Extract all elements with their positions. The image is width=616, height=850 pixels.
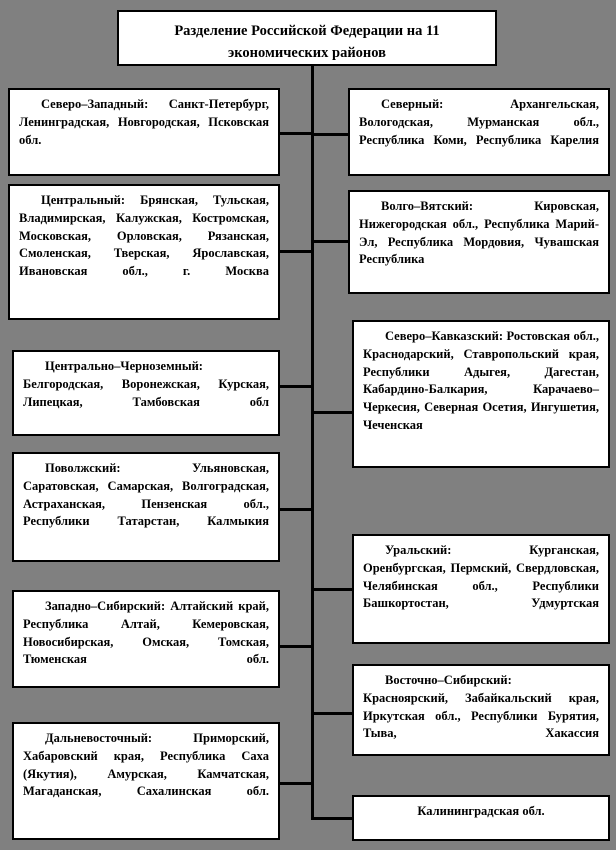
region-text-kaliningradskaya: Калининградская обл. xyxy=(417,804,545,818)
branch-left-centralno-chernozemny xyxy=(278,385,314,388)
region-text-povolzhsky: Поволжский: Ульяновская, Саратовская, Самарская, Волгоградская, Астраханская, Пензенская обл., Республики Татарстан, Калмыкия xyxy=(23,461,269,529)
branch-left-zapadno-sibirsky xyxy=(278,645,314,648)
branch-right-volgo-vyatsky xyxy=(311,240,349,243)
region-box-centralno-chernozemny xyxy=(12,350,280,436)
region-box-zapadno-sibirsky xyxy=(12,590,280,688)
branch-left-dalnevostochny xyxy=(278,782,314,785)
region-text-dalnevostochny: Дальневосточный: Приморский, Хабаровский края, Республика Саха (Якутия), Амурская, Камчатская, Магаданская, Сахалинская обл. xyxy=(23,731,269,799)
branch-left-severo-zapadny xyxy=(278,132,314,135)
branch-right-kaliningradskaya xyxy=(311,817,355,820)
region-text-centralno-chernozemny: Центрально–Черноземный: Белгородская, Воронежская, Курская, Липецкая, Тамбовская обл xyxy=(23,359,269,409)
region-text-centralny: Центральный: Брянская, Тульская, Владимирская, Калужская, Костромская, Московская, Орловская, Рязанская, Смоленская, Тверская, Ярославская, Ивановская обл., г. Москва xyxy=(19,193,269,278)
region-text-zapadno-sibirsky: Западно–Сибирский: Алтайский край, Республика Алтай, Кемеровская, Новосибирская, Омская, Томская, Тюменская обл. xyxy=(23,599,269,667)
branch-left-centralny xyxy=(278,250,314,253)
region-box-severny xyxy=(348,88,610,176)
region-text-uralsky: Уральский: Курганская, Оренбургская, Пермский, Свердловская, Челябинская обл., Республики Башкортостан, Удмуртская xyxy=(363,543,599,611)
region-text-severo-kavkazsky: Северо–Кавказский: Ростовская обл., Краснодарский, Ставропольский края, Республики Адыгея, Дагестан, Кабардино-Балкария, Карачаево–Черкесия, Северная Осетия, Ингушетия, Чеченская xyxy=(363,329,599,432)
branch-left-povolzhsky xyxy=(278,508,314,511)
root-title-text: Разделение Российской Федерации на 11 экономических районов xyxy=(174,23,440,61)
root-title-box xyxy=(117,10,497,66)
branch-right-severo-kavkazsky xyxy=(311,411,355,414)
region-box-kaliningradskaya xyxy=(352,795,610,841)
region-box-severo-kavkazsky xyxy=(352,320,610,468)
branch-right-uralsky xyxy=(311,588,355,591)
region-box-centralny xyxy=(8,184,280,320)
region-box-povolzhsky xyxy=(12,452,280,562)
region-box-vostochno-sibirsky xyxy=(352,664,610,756)
region-box-volgo-vyatsky xyxy=(348,190,610,294)
region-text-volgo-vyatsky: Волго–Вятский: Кировская, Нижегородская обл., Республика Марий-Эл, Республика Мордовия, Чувашская Республика xyxy=(359,199,599,267)
branch-right-severny xyxy=(311,133,349,136)
branch-right-vostochno-sibirsky xyxy=(311,712,355,715)
region-text-vostochno-sibirsky: Восточно–Сибирский: Красноярский, Забайкальский края, Иркутская обл., Республики Бурятия, Тыва, Хакассия xyxy=(363,673,599,741)
region-text-severo-zapadny: Северо–Западный: Санкт-Петербург, Ленинградская, Новгородская, Псковская обл. xyxy=(19,97,269,147)
region-box-uralsky xyxy=(352,534,610,644)
region-box-severo-zapadny xyxy=(8,88,280,176)
trunk-vertical-line xyxy=(311,66,314,820)
region-box-dalnevostochny xyxy=(12,722,280,840)
region-text-severny: Северный: Архангельская, Вологодская, Мурманская обл., Республика Коми, Республика Карелия xyxy=(359,97,599,147)
